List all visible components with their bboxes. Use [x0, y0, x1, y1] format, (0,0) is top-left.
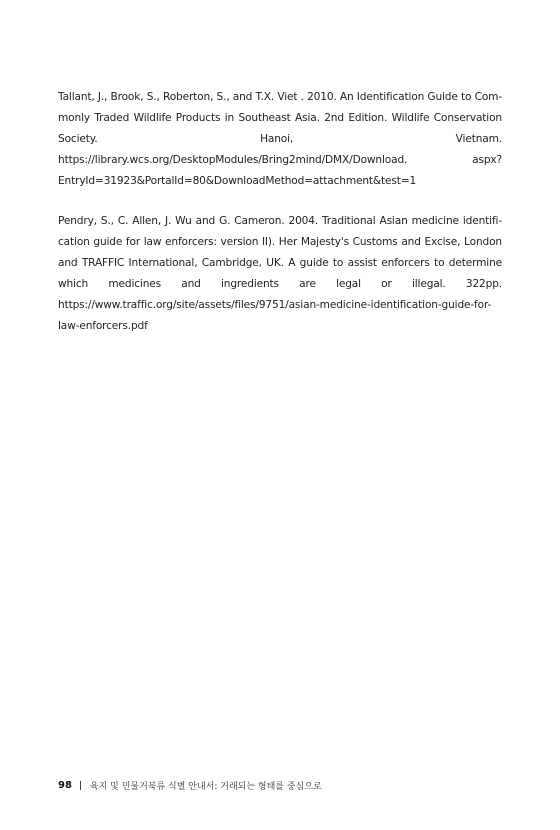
page-number: 98: [58, 780, 72, 791]
page-footer: [58, 779, 322, 792]
running-title: 육지 및 민물거북류 식별 안내서: 거래되는 형태를 중심으로: [89, 782, 322, 792]
footer-divider: [80, 781, 81, 790]
reference-entry-tallant: Tallant, J., Brook, S., Roberton, S., and T.X. Viet . 2010. An Identification Guide to Com-monly Traded Wildlife Products in Southeast Asia. 2nd Edition. Wildlife Conservation Society. Hanoi, Vietnam. https://library.wcs.org/DesktopModules/Bring2mind/DMX/Download. aspx?EntryId=31923&PortalId=80&DownloadMethod=attachment&test=1: [58, 91, 502, 187]
reference-entry-pendry: Pendry, S., C. Allen, J. Wu and G. Cameron. 2004. Traditional Asian medicine identifi-cation guide for law enforcers: version II). Her Majesty's Customs and Excise, London and TRAFFIC International, Cambridge, UK. A guide to assist enforcers to determine which medicines and ingredients are legal or illegal. 322pp. https://www.traffic.org/site/assets/files/9751/asian-medicine-identification-guide-for-law-enforcers.pdf: [58, 215, 502, 332]
reference-list: [58, 87, 502, 356]
